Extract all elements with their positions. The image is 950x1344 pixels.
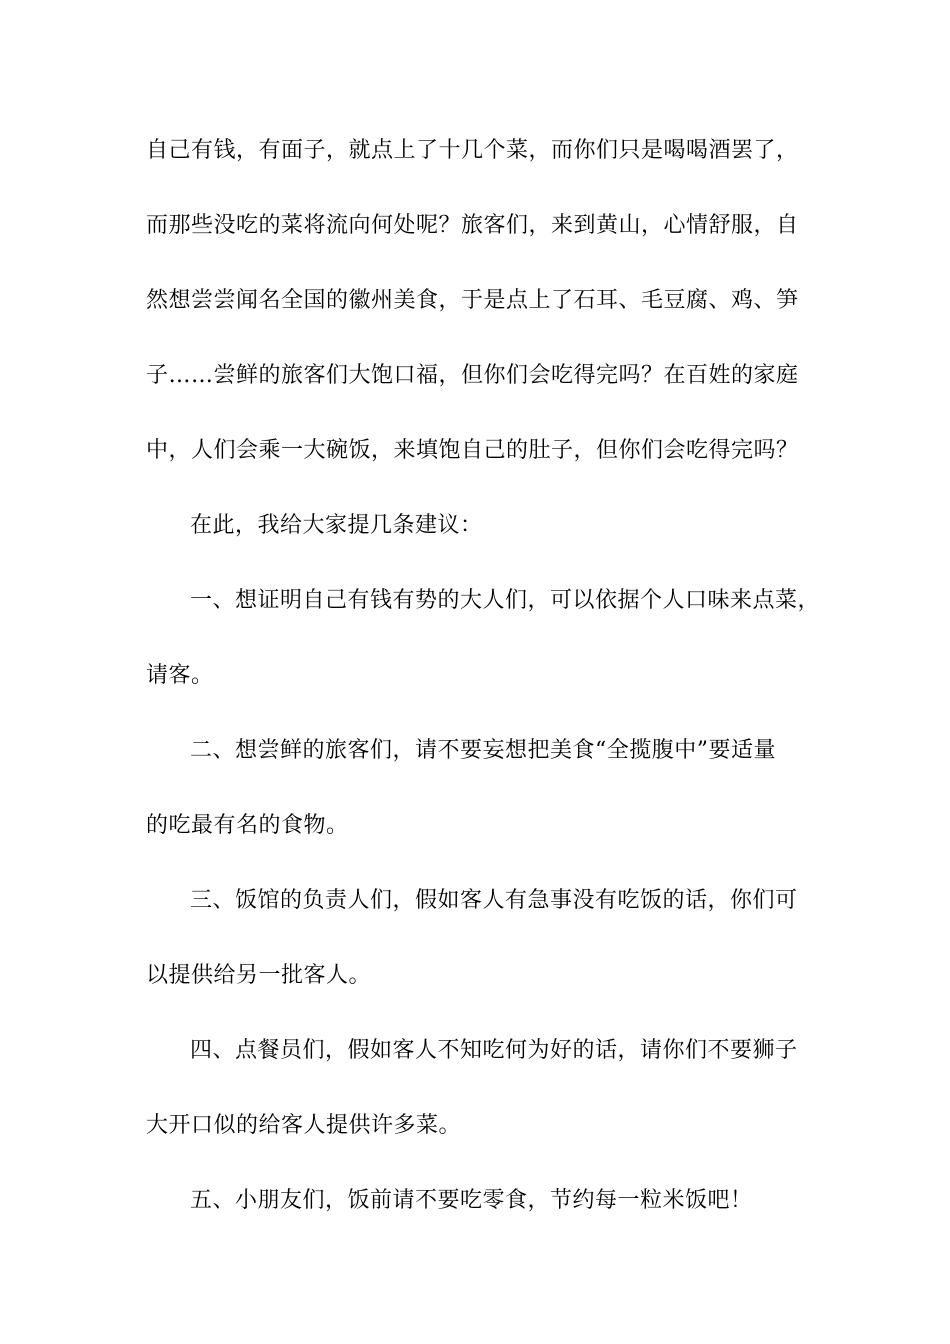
text-line: 一、想证明自己有钱有势的大人们，可以依据个人口味来点菜，: [190, 588, 821, 613]
text-line: 四、点餐员们，假如客人不知吃何为好的话，请你们不要狮子: [190, 1038, 798, 1063]
text-line: 大开口似的给客人提供许多菜。: [146, 1113, 462, 1138]
text-line: 请客。: [146, 663, 214, 688]
text-line: 以提供给另一批客人。: [146, 963, 372, 988]
text-line: 然想尝尝闻名全国的徽州美食，于是点上了石耳、毛豆腐、鸡、笋: [146, 288, 799, 313]
text-line: 二、想尝鲜的旅客们，请不要妄想把美食“全揽腹中”要适量: [190, 738, 776, 763]
text-line: 三、饭馆的负责人们，假如客人有急事没有吃饭的话，你们可: [190, 888, 798, 913]
text-line: 在此，我给大家提几条建议：: [190, 513, 483, 538]
text-line: 而那些没吃的菜将流向何处呢？旅客们，来到黄山，心情舒服，自: [146, 213, 799, 238]
text-line: 五、小朋友们，饭前请不要吃零食，节约每一粒米饭吧！: [190, 1188, 753, 1213]
text-line: 子……尝鲜的旅客们大饱口福，但你们会吃得完吗？在百姓的家庭: [146, 363, 799, 388]
text-line: 中，人们会乘一大碗饭，来填饱自己的肚子，但你们会吃得完吗？: [146, 438, 799, 463]
text-line: 自己有钱，有面子，就点上了十几个菜，而你们只是喝喝酒罢了，: [146, 138, 799, 163]
text-line: 的吃最有名的食物。: [146, 813, 349, 838]
